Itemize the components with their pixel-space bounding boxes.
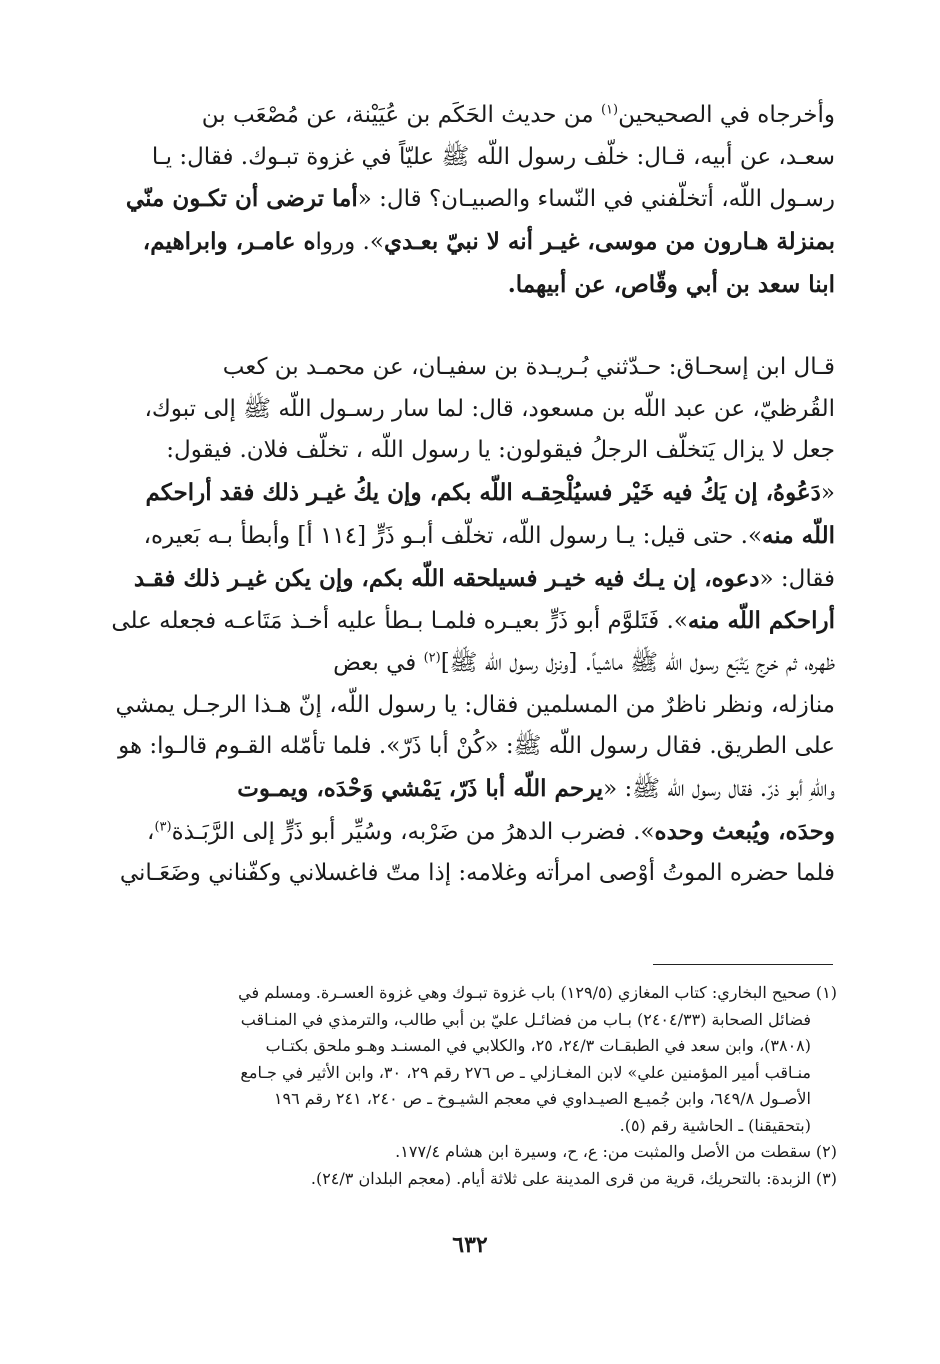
footnote-number: (١) bbox=[815, 983, 837, 1002]
footnote-line: (١)صحيح البخاري: كتاب المغازي (١٢٩/٥) باب غزوة تبـوك وهي غزوة العسـرة. ومسلم في bbox=[100, 980, 837, 1007]
text-line: وأخرجاه في الصحيحين$^{(١)}$ من حديث الحَكَم بن عُيَيْنة، عن مُصْعَب بن bbox=[201, 102, 835, 128]
text-line: ظهره، ثم خرج يَتْبَع رسول اللّه ﷺ ماشياً. [ونزل رسول اللّه ﷺ]$^{(٢)}$ في بعض bbox=[333, 649, 835, 676]
footnote-number: (٣) bbox=[815, 1168, 837, 1188]
footnotes bbox=[100, 980, 837, 1192]
footnote-line: الأصـول ٦٤٩/٨، وابن جُميـع الصيـداوي في معجم الشيـوخ ـ ص ٢٤٠، ٢٤١ رقم ١٩٦ bbox=[273, 1089, 811, 1108]
text-line: القُرظيّ، عن عبد اللّه بن مسعود، قال: لما سار رسـول اللّه ﷺ إلى تبوك، bbox=[144, 395, 835, 422]
text-line: منازله، ونظر ناظرٌ من المسلمين فقال: يا رسول اللّه، إنّ هـذا الرجـل يمشي bbox=[115, 691, 835, 718]
text-line: اللّه منه». حتى قيل: يـا رسول اللّه، تخلّف أبـو ذَرٍّ [١١٤ أ] وأبطأ بـه بَعيره، bbox=[143, 521, 835, 549]
text-line: واللّهِ أبو ذرّ. فقال رسول اللّه ﷺ: «يرحم اللّه أبا ذَرّ، يَمْشي وَحْدَه، ويمـوت bbox=[237, 775, 835, 803]
footnote-line: (٢)سقطت من الأصل والمثبت من: ع، ح، وسيرة ابن هشام ١٧٧/٤. bbox=[100, 1139, 837, 1166]
text-line: أراحكم اللّه منه». فَتَلوَّم أبو ذَرٍّ بعيـره فلمـا بـطأ عليه أخـذ مَتَاعـه فجعله على bbox=[111, 607, 835, 635]
text-line: على الطريق. فقال رسول اللّه ﷺ: «كُنْ أبا ذَرّ». فلما تأمّله القـوم قالـوا: هو bbox=[118, 733, 835, 760]
footnote-line: (٣)الزبدة: بالتحريك، قرية من قرى المدينة على ثلاثة أيام. (معجم البلدان ٢٤/٣). bbox=[100, 1166, 837, 1193]
paragraph-text bbox=[100, 347, 835, 895]
footnote-line: (بتحقيقنا) ـ الحاشية رقم (٥). bbox=[619, 1115, 811, 1135]
text-line: جعل لا يزال يَتخلّف الرجلُ فيقولون: يا رسول اللّه ، تخلّف فلان. فيقول: bbox=[166, 437, 835, 464]
text-line: وحدَه، ويُبعث وحده». فضرب الدهرُ من ضَرْبه، وسُيِّر أبو ذَرٍّ إلى الرَّبَـذة$^{(٣)}$، bbox=[147, 817, 835, 845]
text-line: فلما حضره الموتُ أوْصى امرأته وغلامه: إذا متّ فاغسلاني وكفّناني وضَعَـاني bbox=[119, 860, 835, 887]
text-line: سعـد، عن أبيه، قـال: خلّف رسول اللّه ﷺ عليّاً في غزوة تبـوك. فقال: يـا bbox=[151, 143, 835, 170]
footnote-3 bbox=[100, 1166, 837, 1193]
paragraph-ibn-ishaq bbox=[100, 347, 835, 895]
text-line: فقال: «دعوه، إن يـك فيه خيـر فسيلحقه اللّه بكم، وإن يكن غيـر ذلك فقـد bbox=[133, 564, 835, 592]
footnote-line: فضائل الصحابة (٢٤٠٤/٣٣) بـاب من فضائـل عليّ بن أبي طالب، والترمذي في المنـاقب bbox=[240, 1009, 811, 1029]
footnote-marker[interactable]: (٣) bbox=[154, 819, 172, 835]
paragraph-hadith-harun bbox=[100, 95, 835, 307]
paragraph-text bbox=[100, 95, 835, 307]
footnote-marker[interactable]: (٢) bbox=[423, 650, 441, 666]
text-line: بمنزلة هـارون من موسى، غيـر أنه لا نبيّ بعـدي». ورواه عامـر، وابراهيم، bbox=[142, 228, 835, 256]
page-number: ٦٣٢ bbox=[452, 1232, 488, 1258]
text-line: قـال ابن إسحـاق: حـدّثني بُـريـدة بن سفيـان، عن محمـد بن كعب bbox=[222, 354, 835, 380]
footnote-marker[interactable]: (١) bbox=[600, 102, 619, 118]
text-line: رسـول اللّه، أتخلّفني في النّساء والصبيـان؟ قال: «أما ترضى أن تكـون منّي bbox=[125, 185, 835, 213]
footnote-number: (٢) bbox=[815, 1142, 837, 1161]
footnote-1 bbox=[100, 980, 837, 1139]
footnote-separator bbox=[653, 964, 833, 965]
footnote-2 bbox=[100, 1139, 837, 1166]
footnote-line: (٣٨٠٨)، وابن سعد في الطبقـات ٢٤/٣، ٢٥، والكلابي في المسنـد وهـو ملحق بكتـاب bbox=[265, 1036, 811, 1055]
text-line: ابنا سعد بن أبي وقّاص، عن أبيهما. bbox=[507, 270, 835, 298]
text-line: «دَعُوهُ، إن يَكُ فيه خَيْر فسيُلْحِقـه اللّه بكم، وإن يكُ غيـر ذلك فقد أراحكم bbox=[145, 479, 835, 507]
footnote-line: منـاقب أمير المؤمنين علي» لابن المغـازلي ـ ص ٢٧٦ رقم ٢٩، ٣٠، وابن الأثير في جـامع bbox=[240, 1062, 811, 1082]
